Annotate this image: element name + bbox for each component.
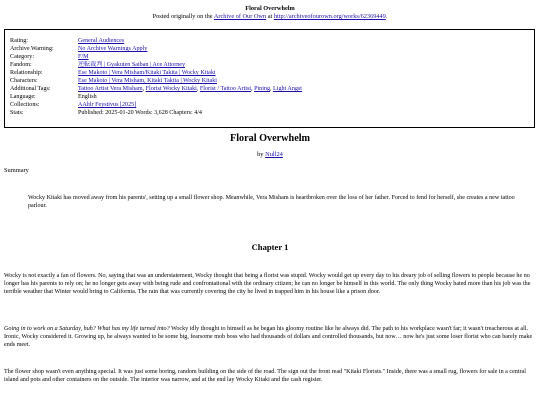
tag-link[interactable]: Florist Wocky Kitaki bbox=[145, 86, 197, 93]
posted-prefix: Posted originally on the bbox=[152, 13, 213, 20]
chapter-paragraph: Wocky is not exactly a fan of flowers. No, saying that was an understatement, Wocky thought that being a florist was stupid. Wocky would get up every day to his dreary job of selling flowers to people because he no longer has his parents to rely on; he no longer gets away with being rude and confrontational with the ordinary citizen; he can no longer be himself in this world. The only thing Wocky hated more than his job was the terrible weather that Winter would bring to California. The rain that was currently covering the city he lived in trapped him in his house like a prison door. bbox=[4, 273, 531, 296]
tags-list: Tattoo Artist Vera Misham, Florist Wocky Kitaki, Florist / Tattoo Artist, Pining, Light Angst bbox=[78, 86, 302, 93]
collections-row bbox=[10, 101, 534, 109]
by-prefix: by bbox=[257, 151, 264, 158]
summary-text: Wocky Kitaki has moved away from his parents', setting up a small flower shop. Meanwhile, Vera Misham is heartbroken over the loss of her father. Forced to fend for herself, she creates a new tattoo parlour. bbox=[28, 195, 515, 209]
category-label: Category: bbox=[10, 54, 35, 61]
paragraph-text: Wocky idly thought to himself as he began his gloomy routine like he always did. The path to his workplace wasn't far; it wasn't treacherous at all. Ironic, Wocky considered it. Growing up, he always wanted to be some big, fearsome mob boss who had thousands of dollars and controlled thousands, but now… now he's just some loser florist who can barely make ends meet. bbox=[4, 326, 533, 349]
posted-line bbox=[0, 13, 540, 21]
at-text: at bbox=[267, 13, 273, 20]
characters-link[interactable]: Ese Makoto | Vera Misham, Kitaki Takita | Wocky Kitaki bbox=[78, 78, 217, 85]
summary-heading: Summary bbox=[4, 167, 29, 174]
stats-value: Published: 2025-01-20 Words: 3,628 Chapters: 4/4 bbox=[78, 110, 202, 117]
language-value: English bbox=[78, 94, 97, 101]
characters-label: Characters: bbox=[10, 78, 38, 85]
stats-label: Stats: bbox=[10, 110, 24, 117]
rating-row bbox=[10, 37, 534, 45]
fandom-row bbox=[10, 61, 534, 69]
tag-link[interactable]: Light Angst bbox=[273, 86, 302, 93]
relationship-row bbox=[10, 69, 534, 77]
tags-label: Additional Tags: bbox=[10, 86, 51, 93]
collections-link[interactable]: AAhlr Feystivus [2025] bbox=[78, 102, 137, 109]
work-title: Floral Overwhelm bbox=[229, 133, 311, 144]
archive-link[interactable]: Archive of Our Own bbox=[213, 13, 267, 20]
tag-link[interactable]: Tattoo Artist Vera Misham bbox=[78, 86, 143, 93]
stats-row bbox=[10, 109, 534, 117]
warning-row bbox=[10, 45, 534, 53]
language-row bbox=[10, 93, 534, 101]
italic-thought: Going in to work on a Saturday, huh? What has my life turned into? bbox=[4, 326, 170, 332]
page-header bbox=[0, 0, 540, 21]
rating-link[interactable]: General Audiences bbox=[78, 38, 125, 44]
tag-link[interactable]: Florist / Tattoo Artist bbox=[199, 86, 252, 93]
warning-link[interactable]: No Archive Warnings Apply bbox=[78, 46, 148, 53]
metadata-box bbox=[4, 29, 535, 128]
tag-link[interactable]: Pining bbox=[254, 86, 270, 93]
fandom-link[interactable]: 逆転裁判 | Gyakuten Saiban | Ace Attorney bbox=[78, 62, 186, 69]
chapter-paragraph: The flower shop wasn't even anything special. It was just some boring, random building on the side of the road. The sign out the front read "Kitaki Florists." Inside, there was a small rug, flowers for sale in a central island and pots and other containers on the outside. The interior was narrow, and at the end lay Wocky Kitaki and the cash register. bbox=[4, 369, 526, 384]
header-title: Floral Overwhelm bbox=[245, 5, 295, 12]
author-link[interactable]: Null24 bbox=[265, 151, 283, 158]
fandom-label: Fandom: bbox=[10, 62, 32, 69]
chapter-paragraph bbox=[4, 325, 534, 349]
language-label: Language: bbox=[10, 94, 36, 101]
category-row bbox=[10, 53, 534, 61]
relationship-link[interactable]: Ese Makoto | Vera Misham/Kitaki Takita | Wocky Kitaki bbox=[78, 70, 216, 77]
tags-row bbox=[10, 85, 534, 93]
relationship-label: Relationship: bbox=[10, 70, 43, 77]
work-url-link[interactable]: http://archiveofourown.org/works/62369449 bbox=[273, 13, 386, 20]
chapter-heading: Chapter 1 bbox=[251, 242, 289, 252]
collections-label: Collections: bbox=[10, 102, 40, 109]
period: . bbox=[385, 13, 388, 20]
rating-label: Rating: bbox=[10, 38, 28, 44]
category-link[interactable]: F/M bbox=[78, 54, 89, 61]
byline bbox=[0, 151, 540, 158]
characters-row bbox=[10, 77, 534, 85]
warning-label: Archive Warning: bbox=[10, 46, 54, 53]
